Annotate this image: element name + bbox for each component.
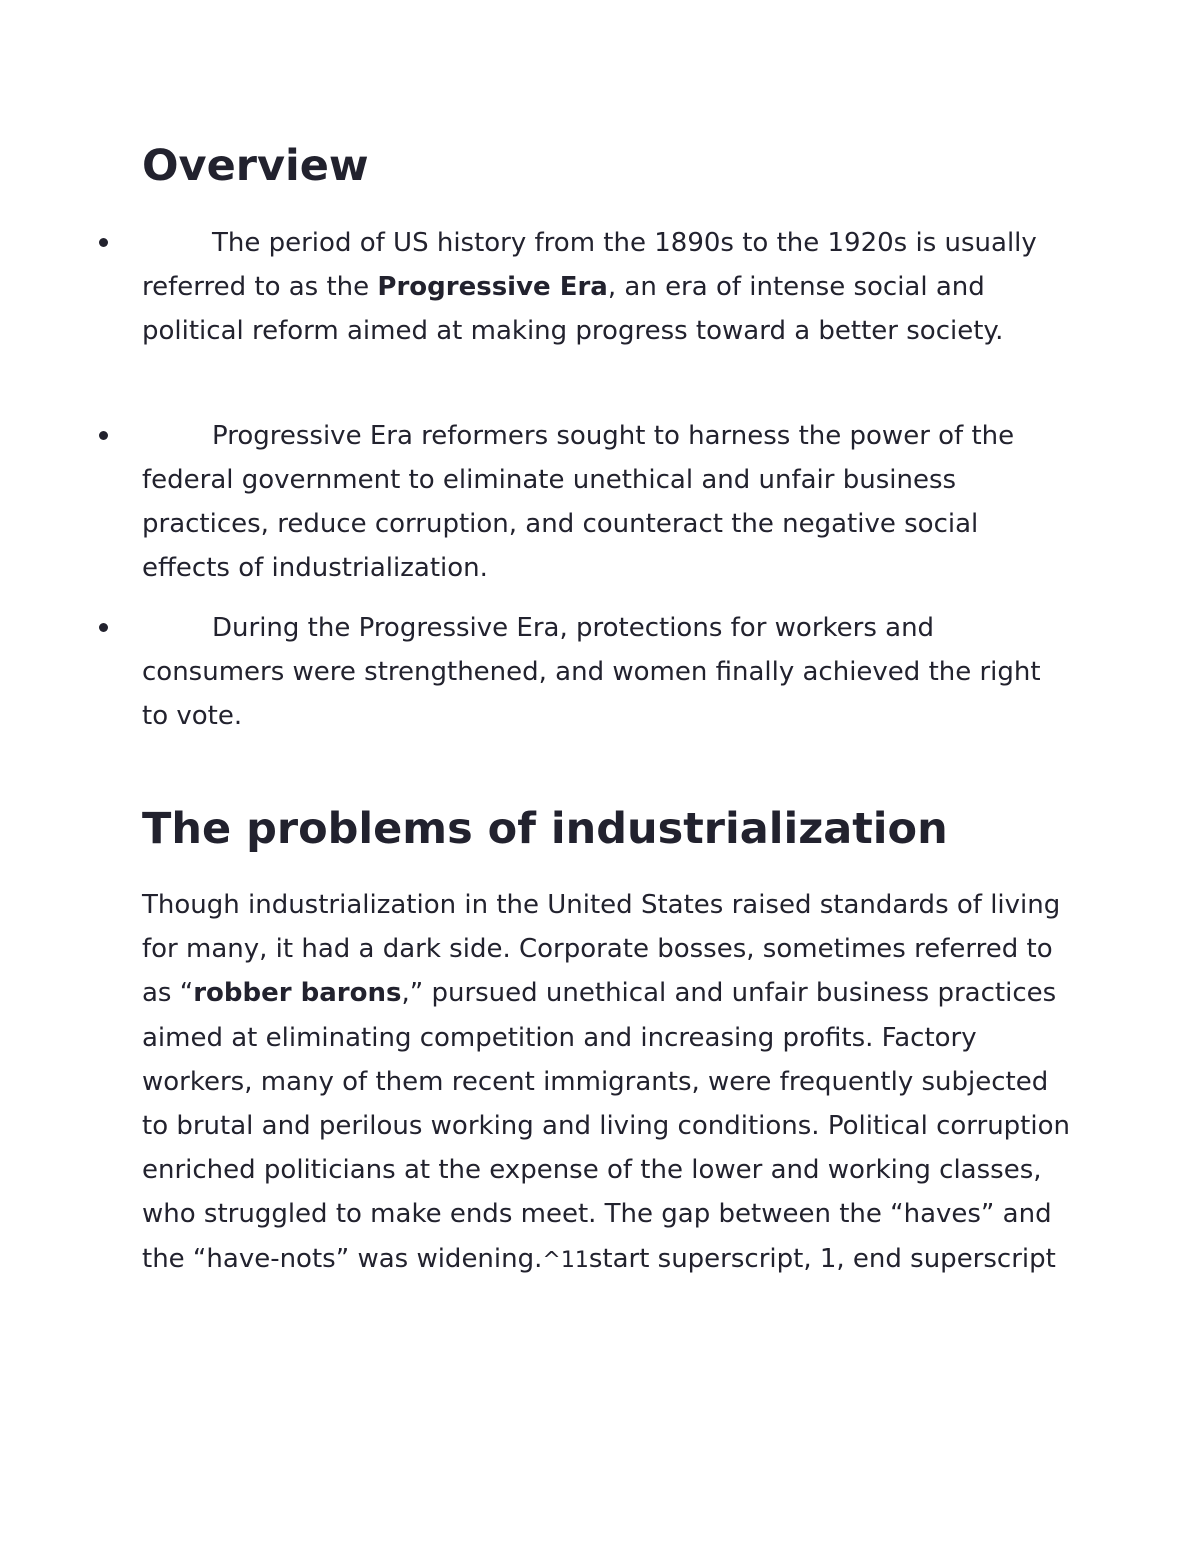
footnote-text: start superscript, 1, end superscript	[588, 1243, 1056, 1274]
bullet-text: The period of US history from the 1890s to the 1920s is usually referred to as the	[142, 228, 1037, 302]
bold-term-progressive-era: Progressive Era	[377, 272, 608, 302]
bullet-text: Progressive Era reformers sought to harness the power of the federal government to eliminate unethical and unfair business practices, reduce corruption, and counteract the negative social effects of industrialization.	[142, 421, 1015, 583]
paragraph-text: Though industrialization in the United States raised standards of living for many, it had a dark side. Corporate bosses, sometimes referred to as “	[142, 890, 1061, 1009]
bullet-text: During the Progressive Era, protections for workers and consumers were strengthened, and women finally achieved the right to vote.	[142, 613, 1041, 731]
problems-heading: The problems of industrialization	[142, 804, 948, 854]
list-item	[142, 606, 1072, 738]
list-item	[142, 221, 1072, 353]
bullet-icon	[99, 238, 108, 247]
bullet-icon	[99, 431, 108, 440]
bullet-icon	[99, 623, 108, 632]
footnote-marker: ^11	[542, 1247, 589, 1273]
overview-heading: Overview	[142, 141, 369, 191]
problems-paragraph	[142, 883, 1072, 1283]
bullet-text: , an era of intense social and political reform aimed at making progress toward a better society.	[142, 272, 1004, 346]
list-item	[142, 414, 1072, 590]
bold-term-robber-barons: robber barons	[193, 978, 402, 1009]
paragraph-text: ,” pursued unethical and unfair business practices aimed at eliminating competition and increasing profits. Factory workers, many of them recent immigrants, were frequently subjected to brutal and perilous working and living conditions. Political corruption enriched politicians at the expense of the lower and working classes, who struggled to make ends meet. The gap between the “haves” and the “have-nots” was widening.	[142, 978, 1070, 1274]
